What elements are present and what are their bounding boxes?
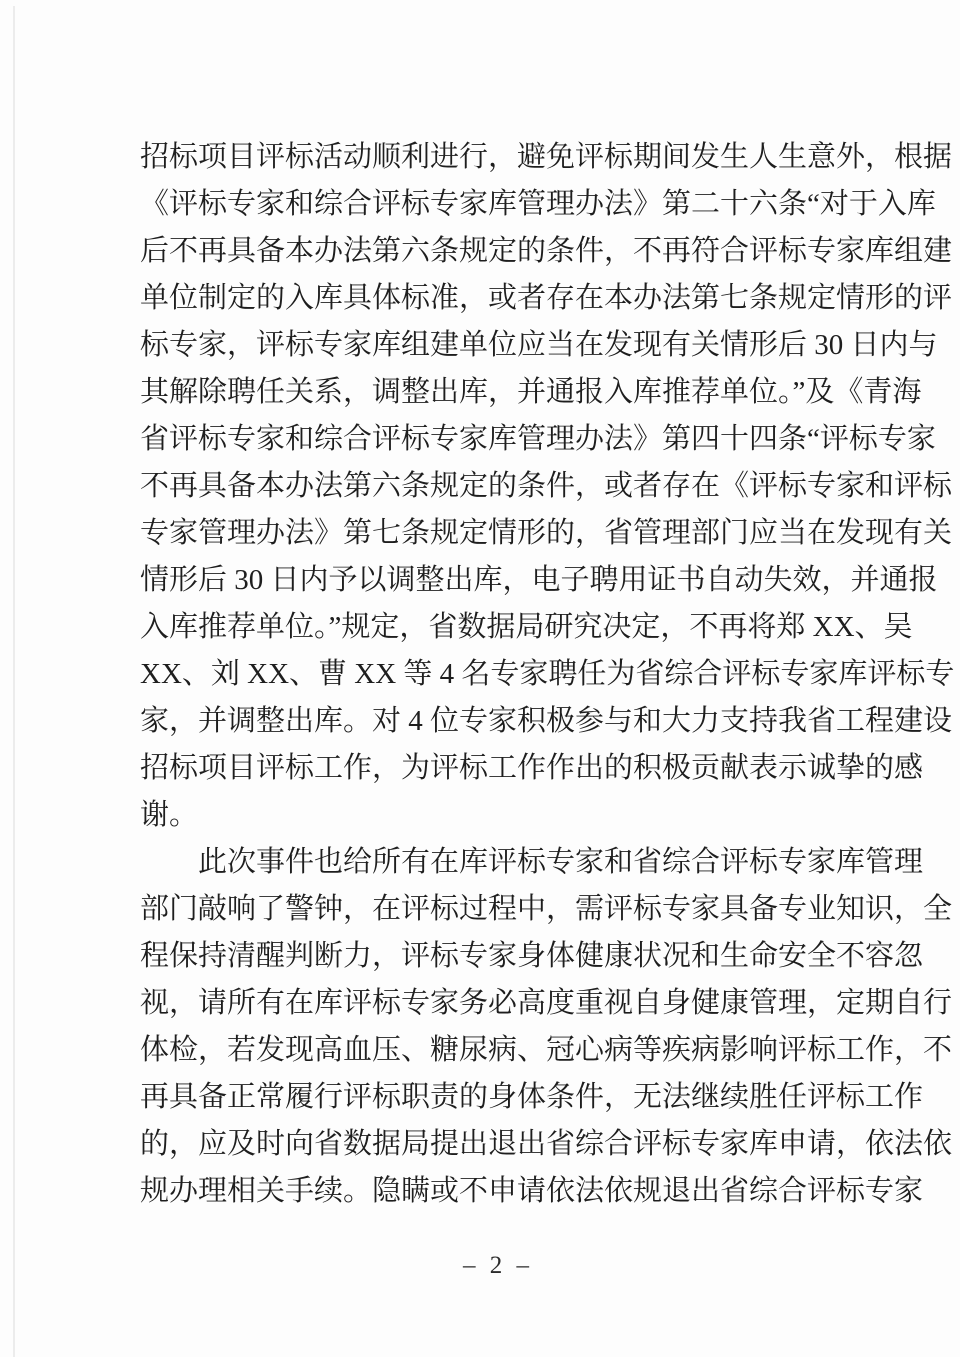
text-line: 视，请所有在库评标专家务必高度重视自身健康管理，定期自行	[140, 987, 953, 1019]
text-line: 谢。	[140, 799, 199, 831]
text-line: 程保持清醒判断力，评标专家身体健康状况和生命安全不容忽	[140, 940, 924, 972]
text-line: 此次事件也给所有在库评标专家和省综合评标专家库管理	[198, 846, 924, 878]
text-line: 招标项目评标工作，为评标工作作出的积极贡献表示诚挚的感	[140, 752, 924, 784]
text-line: 家，并调整出库。对 4 位专家积极参与和大力支持我省工程建设	[140, 705, 953, 737]
text-line: 其解除聘任关系，调整出库，并通报入库推荐单位。”及《青海	[140, 376, 922, 408]
text-line: 省评标专家和综合评标专家库管理办法》第四十四条“评标专家	[140, 423, 936, 455]
text-line: 标专家，评标专家库组建单位应当在发现有关情形后 30 日内与	[140, 329, 938, 361]
text-line: 体检，若发现高血压、糖尿病、冠心病等疾病影响评标工作，不	[140, 1034, 953, 1066]
text-line: 再具备正常履行评标职责的身体条件，无法继续胜任评标工作	[140, 1081, 924, 1113]
text-line: 不再具备本办法第六条规定的条件，或者存在《评标专家和评标	[140, 470, 953, 502]
text-line: 情形后 30 日内予以调整出库，电子聘用证书自动失效，并通报	[140, 564, 938, 596]
text-line: 部门敲响了警钟，在评标过程中，需评标专家具备专业知识，全	[140, 893, 953, 925]
text-line: 入库推荐单位。”规定，省数据局研究决定，不再将郑 XX、吴	[140, 611, 913, 643]
document-body	[140, 134, 955, 1215]
text-line: 后不再具备本办法第六条规定的条件，不再符合评标专家库组建	[140, 235, 953, 267]
text-line: 招标项目评标活动顺利进行，避免评标期间发生人生意外，根据	[140, 141, 953, 173]
text-line: 规办理相关手续。隐瞒或不申请依法依规退出省综合评标专家	[140, 1175, 924, 1207]
text-line: 的，应及时向省数据局提出退出省综合评标专家库申请，依法依	[140, 1128, 953, 1160]
text-line: XX、刘 XX、曹 XX 等 4 名专家聘任为省综合评标专家库评标专	[140, 658, 955, 690]
scan-edge-artifact	[13, 6, 15, 1357]
text-line: 《评标专家和综合评标专家库管理办法》第二十六条“对于入库	[140, 188, 936, 220]
text-line: 单位制定的入库具体标准，或者存在本办法第七条规定情形的评	[140, 282, 953, 314]
text-line: 专家管理办法》第七条规定情形的，省管理部门应当在发现有关	[140, 517, 953, 549]
page-number: – 2 –	[463, 1252, 533, 1279]
